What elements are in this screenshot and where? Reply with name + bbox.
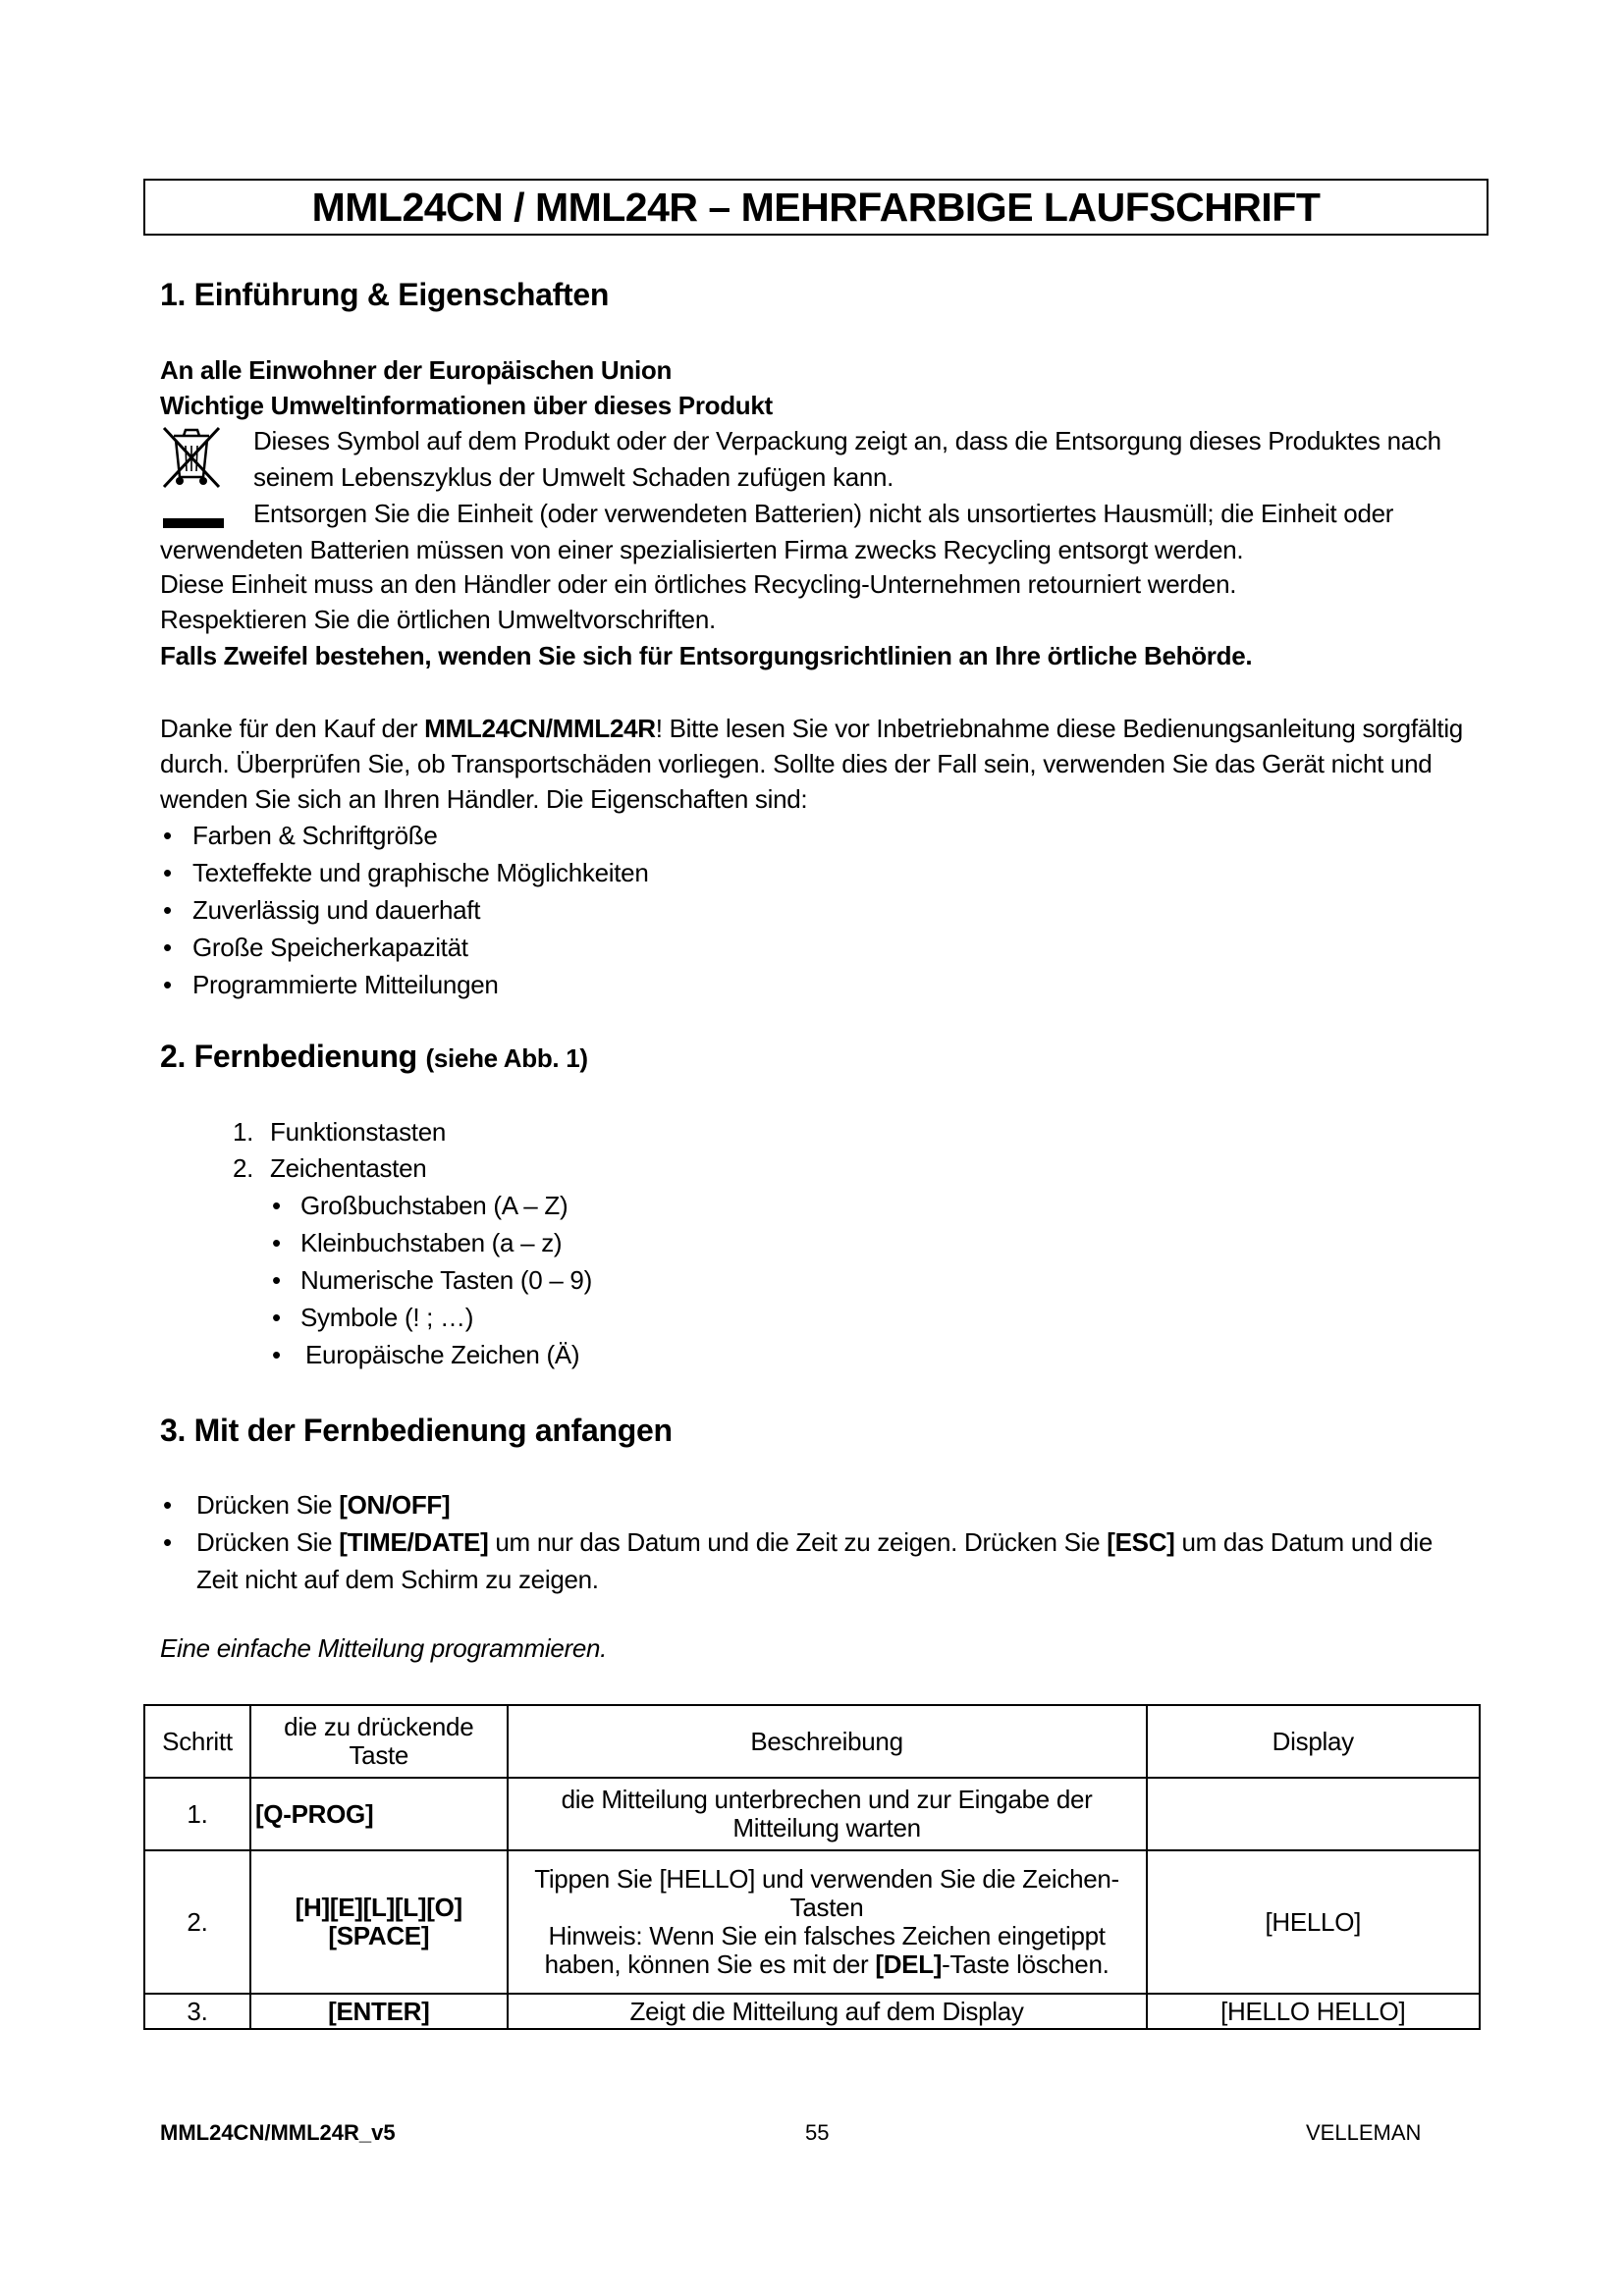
numbered-item-number: 1.	[233, 1117, 254, 1147]
instruction-bullet-2	[196, 1527, 1433, 1558]
bullet-icon: •	[272, 1191, 282, 1220]
feature-item: Zuverlässig und dauerhaft	[192, 895, 481, 925]
description-cell	[508, 1850, 1147, 1994]
table-row	[144, 1778, 1480, 1850]
table-row	[144, 1994, 1480, 2029]
bullet-icon: •	[163, 1527, 173, 1557]
eu-line-2: Wichtige Umweltinformationen über dieses Produkt	[160, 391, 773, 420]
bullet-icon: •	[163, 1490, 173, 1520]
sub-item: Großbuchstaben (A – Z)	[300, 1191, 568, 1220]
thanks-line-2: durch. Überprüfen Sie, ob Transportschäden vorliegen. Sollte dies der Fall sein, verwenden Sie das Gerät nicht und	[160, 749, 1433, 778]
sub-item: Europäische Zeichen (Ä)	[305, 1340, 580, 1369]
description-text: -Taste löschen.	[942, 1949, 1110, 1979]
step-cell: 3.	[144, 1994, 250, 2029]
env-text-line: Respektieren Sie die örtlichen Umweltvorschriften.	[160, 605, 716, 634]
bullet-icon: •	[163, 858, 173, 887]
feature-item: Große Speicherkapazität	[192, 933, 468, 962]
env-text-line: seinem Lebenszyklus der Umwelt Schaden zufügen kann.	[253, 462, 894, 492]
thanks-model: MML24CN/MML24R	[424, 714, 656, 743]
env-text-line: verwendeten Batterien müssen von einer spezialisierten Firma zwecks Recycling entsorgt werden.	[160, 535, 1244, 564]
footer-brand: VELLEMAN	[1306, 2120, 1422, 2145]
bullet-icon: •	[163, 821, 173, 850]
bullet-icon: •	[272, 1303, 282, 1332]
key-cell: [H][E][L][L][O] [SPACE]	[250, 1850, 508, 1994]
weee-black-bar	[163, 518, 224, 528]
instruction-text: Drücken Sie	[196, 1490, 340, 1520]
section-2-heading	[160, 1039, 588, 1075]
sub-item: Numerische Tasten (0 – 9)	[300, 1265, 592, 1295]
key-label: [TIME/DATE]	[339, 1527, 489, 1557]
steps-table	[143, 1704, 1481, 2030]
feature-item: Texteffekte und graphische Möglichkeiten	[192, 858, 649, 887]
bullet-icon: •	[272, 1340, 282, 1369]
numbered-item: Zeichentasten	[270, 1153, 427, 1183]
header-cell: Display	[1147, 1705, 1480, 1778]
key-label: [ON/OFF]	[339, 1490, 451, 1520]
section-3-heading: 3. Mit der Fernbedienung anfangen	[160, 1413, 673, 1448]
feature-item: Farben & Schriftgröße	[192, 821, 438, 850]
env-bold-note: Falls Zweifel bestehen, wenden Sie sich für Entsorgungsrichtlinien an Ihre örtliche Behörde.	[160, 641, 1253, 670]
header-cell: die zu drückende Taste	[250, 1705, 508, 1778]
bullet-icon: •	[163, 970, 173, 999]
key-cell: [ENTER]	[250, 1994, 508, 2029]
instruction-text: Drücken Sie	[196, 1527, 340, 1557]
italic-note: Eine einfache Mitteilung programmieren.	[160, 1633, 608, 1663]
step-cell: 2.	[144, 1850, 250, 1994]
numbered-item-number: 2.	[233, 1153, 254, 1183]
env-text-line: Dieses Symbol auf dem Produkt oder der Verpackung zeigt an, dass die Entsorgung dieses Produktes nach	[253, 426, 1441, 455]
thanks-text-a: Danke für den Kauf der	[160, 714, 425, 743]
instruction-text: um das Datum und die	[1174, 1527, 1434, 1557]
page-title: MML24CN / MML24R – MEHRFARBIGE LAUFSCHRIFT	[143, 179, 1489, 236]
bullet-icon: •	[163, 933, 173, 962]
table-row	[144, 1850, 1480, 1994]
sub-item: Symbole (! ; …)	[300, 1303, 474, 1332]
numbered-item: Funktionstasten	[270, 1117, 447, 1147]
eu-line-1: An alle Einwohner der Europäischen Union	[160, 355, 673, 385]
description-text: Hinweis: Wenn Sie ein falsches Zeichen eingetippt haben, können Sie es mit der	[544, 1921, 1106, 1979]
instruction-bullet-1	[196, 1490, 450, 1521]
env-text-line: Entsorgen Sie die Einheit (oder verwendeten Batterien) nicht als unsortiertes Hausmüll; die Einheit oder	[253, 499, 1394, 528]
sub-item: Kleinbuchstaben (a – z)	[300, 1228, 563, 1257]
thanks-text-b: ! Bitte lesen Sie vor Inbetriebnahme diese Bedienungsanleitung sorgfältig	[655, 714, 1463, 743]
section-2-title: 2. Fernbedienung	[160, 1039, 417, 1074]
section-2-subtitle: (siehe Abb. 1)	[425, 1043, 588, 1073]
display-cell: [HELLO HELLO]	[1147, 1994, 1480, 2029]
thanks-line-1	[160, 714, 1463, 744]
bullet-icon: •	[163, 895, 173, 925]
description-cell: die Mitteilung unterbrechen und zur Eingabe der Mitteilung warten	[508, 1778, 1147, 1850]
section-1-heading: 1. Einführung & Eigenschaften	[160, 277, 610, 312]
display-cell: [HELLO]	[1147, 1850, 1480, 1994]
crossed-out-wheelie-bin-icon	[160, 424, 223, 493]
instruction-text: um nur das Datum und die Zeit zu zeigen. Drücken Sie	[488, 1527, 1108, 1557]
footer-doc-id: MML24CN/MML24R_v5	[160, 2120, 396, 2145]
bullet-icon: •	[272, 1265, 282, 1295]
env-text-line: Diese Einheit muss an den Händler oder ein örtliches Recycling-Unternehmen retourniert werden.	[160, 569, 1237, 599]
thanks-line-3: wenden Sie sich an Ihren Händler. Die Eigenschaften sind:	[160, 784, 808, 814]
description-cell: Zeigt die Mitteilung auf dem Display	[508, 1994, 1147, 2029]
display-cell	[1147, 1778, 1480, 1850]
instruction-bullet-2-cont: Zeit nicht auf dem Schirm zu zeigen.	[196, 1565, 599, 1594]
description-line: Tippen Sie [HELLO] und verwenden Sie die Zeichen-Tasten	[534, 1864, 1119, 1922]
step-cell: 1.	[144, 1778, 250, 1850]
key-cell: [Q-PROG]	[250, 1778, 508, 1850]
page-number: 55	[805, 2120, 830, 2145]
header-cell: Schritt	[144, 1705, 250, 1778]
bullet-icon: •	[272, 1228, 282, 1257]
table-header-row	[144, 1705, 1480, 1778]
key-label: [DEL]	[875, 1949, 943, 1979]
feature-item: Programmierte Mitteilungen	[192, 970, 499, 999]
key-label: [ESC]	[1107, 1527, 1175, 1557]
header-cell: Beschreibung	[508, 1705, 1147, 1778]
description-line	[513, 1922, 1142, 1979]
